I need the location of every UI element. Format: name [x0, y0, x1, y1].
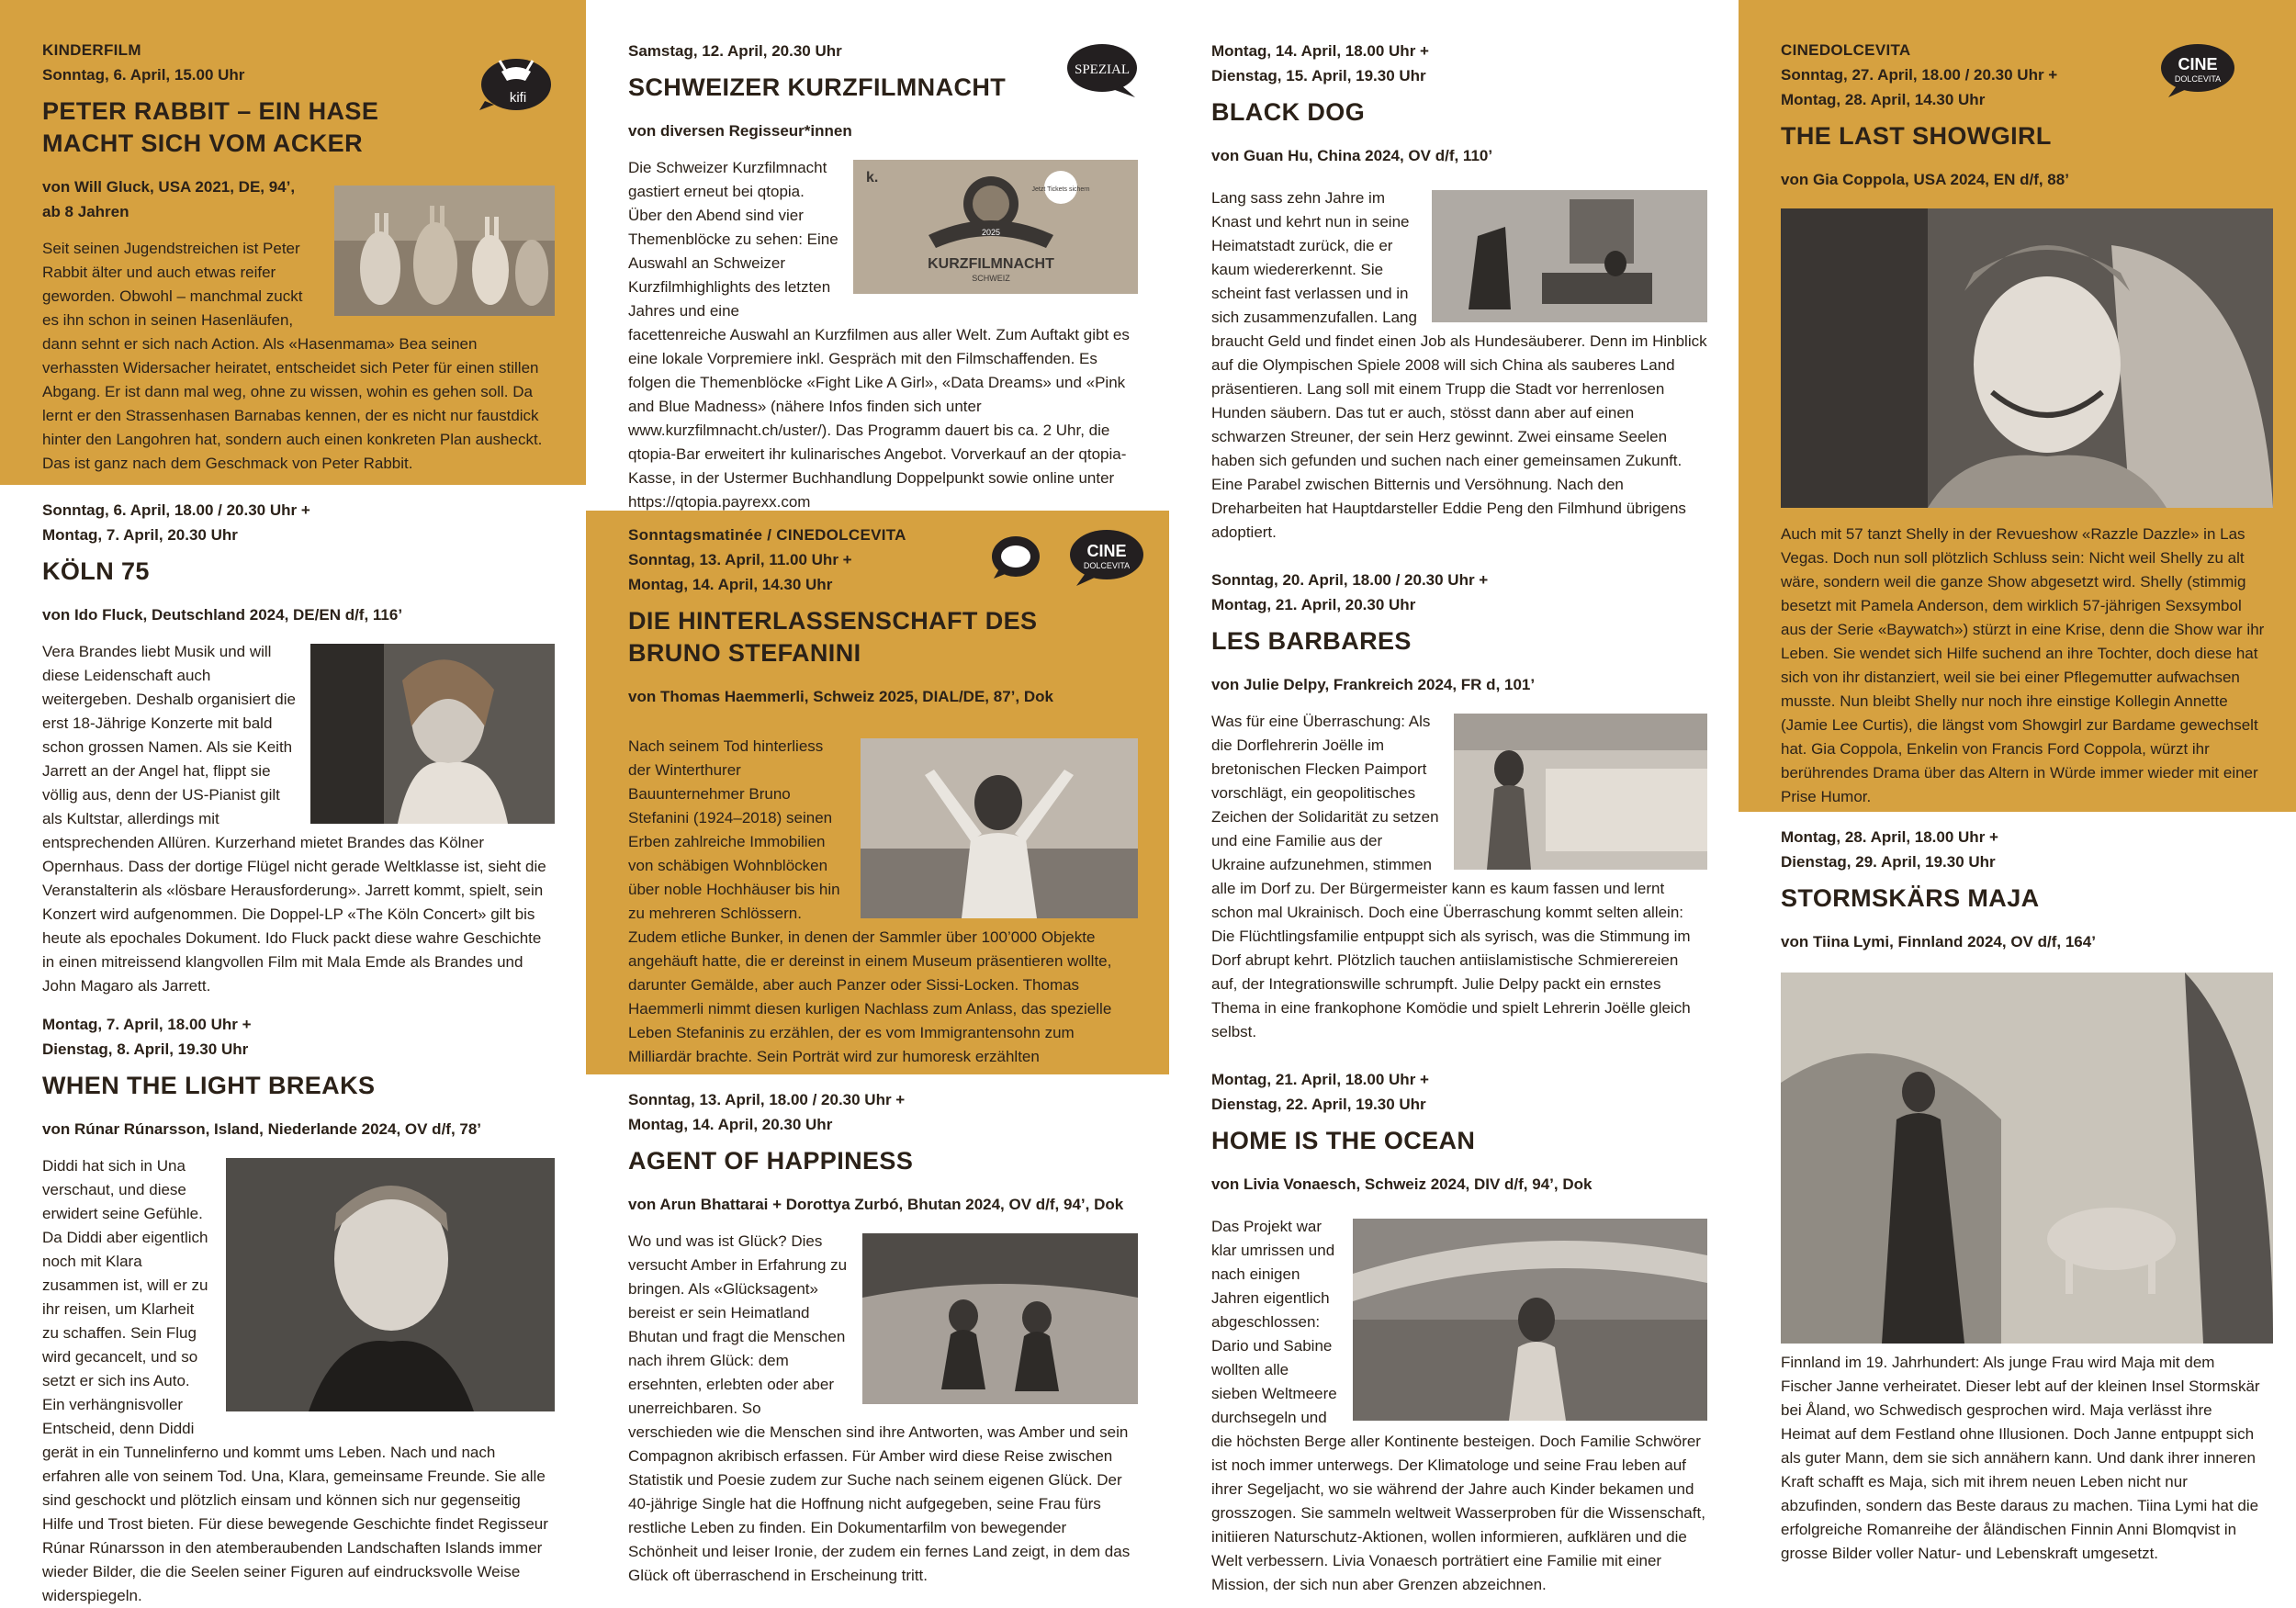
date-line: Sonntag, 13. April, 18.00 / 20.30 Uhr + [628, 1091, 906, 1108]
film-credits: von Tiina Lymi, Finnland 2024, OV d/f, 164’ [1781, 933, 2096, 950]
description-text: Was für eine Überraschung: Als die Dorflehrerin Joëlle im bretonischen Flecken Paimport vorschlägt, ein geopolitisches Zeichen der Solidarität zu setzen und eine Familie aus der Ukraine aufzunehmen, stimmen alle im Dorf zu. Der Bürgermeister kann es kaum fassen und lernt schon mal Ukrainisch. Doch eine Überraschung kommt selten allein: Die Flüchtlingsfamilie entpuppt sich als syrisch, was die Stimmung im Dorf abrupt kehrt. Plötzlich tauchen antiislamistische Schmierereien auf, der Integrationswille schrumpft. Julie Delpy packt ein ernstes Thema in eine frankophone Komödie und spielt Lehrerin Joëlle gleich selbst. [1211, 713, 1691, 1040]
date-line: Montag, 28. April, 18.00 Uhr + [1781, 828, 1998, 846]
film-still-photo [861, 738, 1138, 918]
column-4 [1739, 0, 2296, 1584]
svg-text:DOLCEVITA: DOLCEVITA [1083, 561, 1131, 570]
film-stormskaers-maja [1739, 812, 2296, 1584]
film-title: DIE HINTERLASSENSCHAFT DES BRUNO STEFANINI [628, 607, 1038, 667]
film-description [42, 237, 555, 476]
film-description [1211, 186, 1707, 545]
date-line: Montag, 14. April, 18.00 Uhr + [1211, 42, 1429, 60]
film-les-barbares [1169, 549, 1739, 1054]
svg-text:kifi: kifi [509, 90, 527, 106]
film-credits: von diversen Regisseur*innen [628, 122, 852, 140]
film-still-photo [310, 644, 555, 824]
film-description [628, 156, 1138, 514]
description-text: Das Projekt war klar umrissen und nach einigen Jahren eigentlich abgeschlossen: Dario und Sabine wollten alle sieben Weltmeere durchsegeln und die höchsten Berge aller Kontinente besteigen. Doch Familie Schwörer ist noch immer unterwegs. Der Klimatologe und seine Frau leben auf ihrer Segeljacht, wo sie während der Jahre auch Kinder bekamen und grosszogen. Sie sammeln weltweit Wasserproben für die Wissenschaft, initiieren Naturschutz-Aktionen, wollen informieren, aufklären und die Welt verbessern. Livia Vonaesch porträtiert eine Familie mit einer Mission, der sich nun aber Grenzen abzeichnen. [1211, 1218, 1705, 1593]
cinedolcevita-logo-icon [1067, 527, 1146, 588]
film-credits: von Thomas Haemmerli, Schweiz 2025, DIAL/DE, 87’, Dok [628, 688, 1053, 705]
date-line: Montag, 21. April, 20.30 Uhr [1211, 596, 1416, 613]
film-credits: von Rúnar Rúnarsson, Island, Niederlande 2024, OV d/f, 78’ [42, 1120, 482, 1138]
date-line: Sonntag, 13. April, 11.00 Uhr + [628, 551, 852, 568]
film-description: Finnland im 19. Jahrhundert: Als junge Frau wird Maja mit dem Fischer Janne verheiratet. Dieser lebt auf der kleinen Insel Stormskär bei Åland, wo Schwedisch gesprochen wird. Maja verlässt ihre Heimat auf dem Festland ohne Illusionen. Doch Janne entpuppt sich als guter Mann, dem sie sich annähern kann. Und dank ihrer inneren Kraft schafft es Maja, sich mit ihrem neuen Leben nicht nur abzufinden, sondern das Beste daraus zu machen. Tiina Lymi hat die erfolgreiche Romanreihe der åländischen Finnin Anni Blomqvist in grosse Bilder voller Natur- und Lebenskraft umgesetzt. [1781, 1354, 2260, 1562]
svg-text:k.: k. [866, 170, 879, 186]
film-still-photo [334, 186, 555, 316]
date-line: Dienstag, 29. April, 19.30 Uhr [1781, 853, 1996, 871]
date-line: Sonntag, 20. April, 18.00 / 20.30 Uhr + [1211, 571, 1489, 589]
film-still-photo [1781, 973, 2273, 1344]
category-label: KINDERFILM [42, 41, 141, 59]
film-still-photo [1781, 208, 2273, 508]
date-line: Sonntag, 27. April, 18.00 / 20.30 Uhr + [1781, 66, 2058, 84]
film-description: Auch mit 57 tanzt Shelly in der Revueshow «Razzle Dazzle» in Las Vegas. Doch nun soll plötzlich Schluss sein: Nicht weil Shelly zu alt wäre, sondern weil die ganze Show abgesetzt wird. Shelly (stimmig besetzt mit Pamela Anderson, dem wirklich 57-jährigen Sexsymbol aus der Serie «Baywatch») stürzt in eine Krise, denn die Show war ihr Leben. Sie wendet sich Hilfe suchend an ihre Tochter, doch diese hat sich von ihr distanziert, weil sie bei einer Pflegemutter aufwachsen musste. Nun bleibt Shelly nur noch ihre einstige Kollegin Annette (Jamie Lee Curtis), die längst vom Showgirl zur Bardame gewechselt hat. Gia Coppola, Enkelin von Francis Ford Coppola, würzt ihr berührendes Drama über das Altern in Würde immer wieder mit einer Prise Humor. [1781, 525, 2265, 805]
film-title: THE LAST SHOWGIRL [1781, 122, 2052, 150]
film-black-dog [1169, 0, 1739, 549]
film-credits: von Will Gluck, USA 2021, DE, 94’, ab 8 Jahren [42, 178, 296, 220]
film-description [1211, 710, 1707, 1044]
film-credits: von Arun Bhattarai + Dorottya Zurbó, Bhutan 2024, OV d/f, 94’, Dok [628, 1196, 1124, 1213]
film-title: SCHWEIZER KURZFILMNACHT [628, 73, 1007, 101]
description-text: Nach seinem Tod hinterliess der Winterthurer Bauunternehmer Bruno Stefanini (1924–2018) seinen Erben zahlreiche Immobilien von schäbigen Wohnblöcken über noble Hochhäuser bis hin zu mehreren Schlössern. Zudem etliche Bunker, in denen der Sammler über 100’000 Objekte angehäuft hatte, die er dereinst in einem Museum präsentieren wollte, darunter Gemälde, aber auch Panzer oder Sissi-Locken. Thomas Haemmerli nimmt diesen kurligen Nachlass zum Anlass, das spezielle Leben Stefaninis zu erzählen, der es vom Immigrantensohn zum Milliardär brachte. Sein Porträt wird zur humoresk erzählten [628, 737, 1112, 1065]
film-title: HOME IS THE OCEAN [1211, 1127, 1476, 1154]
spezial-logo-icon [1064, 40, 1141, 99]
svg-text:Jetzt Tickets sichern: Jetzt Tickets sichern [1031, 186, 1090, 193]
description-text: Seit seinen Jugendstreichen ist Peter Rabbit älter und auch etwas reifer geworden. Obwohl – manchmal zuckt es ihn schon in seinen Hasenläufen, dann sehnt er sich nach Action. Als «Hasenmama» Bea seinen verhassten Widersacher heiratet, entscheidet sich Peter für einen stillen Abgang. Er ist dann mal weg, ohne zu wissen, wohin es gehen soll. Da lernt er den Strassenhasen Barnabas kennen, der es nicht nur faustdick hinter den Langohren hat, sondern auch einen konkreten Plan ausheckt. Das ist ganz nach dem Geschmack von Peter Rabbit. [42, 240, 543, 472]
svg-text:CINE: CINE [1086, 542, 1127, 560]
date-line: Montag, 14. April, 20.30 Uhr [628, 1116, 833, 1133]
description-text: Vera Brandes liebt Musik und will diese Leidenschaft auch weitergeben. Deshalb organisiert die erst 18-Jährige Konzerte mit bald schon grossen Namen. Als sie Keith Jarrett an der Angel hat, flippt sie völlig aus, denn der US-Pianist gilt als Kultstar, allerdings mit entsprechenden Allüren. Kurzerhand mietet Brandes das Kölner Opernhaus. Dass der dortige Flügel nicht gerade Weltklasse ist, sieht die Veranstalterin als «lösbare Herausforderung». Jarrett kommt, spielt, sein Konzert wird aufgenommen. Die Doppel-LP «The Köln Concert» gilt bis heute als epochales Dokument. Ido Fluck packt diese wahre Geschichte in einen mitreissend klangvollen Film mit Mala Emde als Brandes und John Magaro als Jarrett. [42, 643, 546, 995]
column-1 [0, 0, 586, 1604]
category-label: CINEDOLCEVITA [1781, 41, 1911, 59]
film-agent-of-happiness [586, 1074, 1169, 1584]
film-description [42, 640, 555, 998]
film-still-photo [862, 1233, 1138, 1404]
column-3 [1169, 0, 1739, 1593]
film-peter-rabbit [0, 0, 586, 485]
film-title: WHEN THE LIGHT BREAKS [42, 1072, 376, 1099]
film-description [1211, 1215, 1707, 1597]
date-line: Montag, 21. April, 18.00 Uhr + [1211, 1071, 1429, 1088]
svg-text:DOLCEVITA: DOLCEVITA [2174, 74, 2222, 84]
film-when-the-light-breaks [0, 999, 586, 1604]
film-still-photo [1353, 1219, 1707, 1421]
description-text: Wo und was ist Glück? Dies versucht Amber in Erfahrung zu bringen. Als «Glücksagent» bereist er sein Heimatland Bhutan und fragt die Menschen nach ihrem Glück: dem ersehnten, erlebten oder aber unerreichbaren. So verschieden wie die Menschen sind ihre Antworten, was Amber und sein Compagnon akribisch erfassen. Für Amber wird diese Reise zwischen Statistik und Poesie zudem zur Suche nach seinem eigenen Glück. Der 40-jährige Single hat die Hoffnung nicht aufgegeben, seine Frau fürs restliche Leben zu finden. Ein Dokumentarfilm von bewegender Schönheit und leiser Ironie, der zudem ein fernes Land zeigt, in dem das Glück oft überraschend in Erscheinung tritt. [628, 1232, 1131, 1584]
film-title: STORMSKÄRS MAJA [1781, 884, 2040, 912]
date-line: Dienstag, 8. April, 19.30 Uhr [42, 1040, 249, 1058]
svg-text:CINE: CINE [2178, 55, 2218, 73]
description-text: Diddi hat sich in Una verschaut, und diese erwidert seine Gefühle. Da Diddi aber eigentlich noch mit Klara zusammen ist, will er zu ihr reisen, um Klarheit zu schaffen. Sein Flug wird gecancelt, und so setzt er sich ins Auto. Ein verhängnisvoller Entscheid, denn Diddi gerät in ein Tunnelinferno und kommt ums Leben. Nach und nach erfahren alle von seinem Tod. Una, Klara, gemeinsame Freunde. Sie alle sind geschockt und plötzlich einsam und können sich nur gegenseitig Hilfe und Trost bieten. Für diese bewegende Geschichte findet Regisseur Rúnar Rúnarsson in den atemberaubenden Landschaften Islands immer wieder Bilder, die die Seelen seiner Figuren auf eindrucksvolle Weise widerspiegeln. [42, 1157, 548, 1604]
column-2 [586, 0, 1169, 1584]
film-home-is-the-ocean [1169, 1054, 1739, 1593]
svg-text:SCHWEIZ: SCHWEIZ [972, 274, 1010, 283]
film-still-photo [1432, 190, 1707, 322]
film-credits: von Livia Vonaesch, Schweiz 2024, DIV d/f, 94’, Dok [1211, 1175, 1593, 1193]
film-koeln-75 [0, 485, 586, 999]
svg-text:2025: 2025 [981, 228, 1001, 237]
date-line: Montag, 28. April, 14.30 Uhr [1781, 91, 1986, 108]
film-title: LES BARBARES [1211, 627, 1412, 655]
film-credits: von Guan Hu, China 2024, OV d/f, 110’ [1211, 147, 1493, 164]
date-line: Dienstag, 15. April, 19.30 Uhr [1211, 67, 1426, 84]
kurzfilmnacht-poster [853, 160, 1138, 294]
date-line: Sonntag, 6. April, 15.00 Uhr [42, 66, 245, 84]
date-line: Samstag, 12. April, 20.30 Uhr [628, 42, 842, 60]
date-line: Sonntag, 6. April, 18.00 / 20.30 Uhr + [42, 501, 310, 519]
film-description [628, 1230, 1138, 1588]
film-title: KÖLN 75 [42, 557, 150, 585]
film-kurzfilmnacht [586, 0, 1169, 511]
film-title: BLACK DOG [1211, 98, 1366, 126]
cinedolcevita-logo-icon [2157, 40, 2238, 99]
film-still-photo [1454, 714, 1707, 870]
film-description [628, 735, 1138, 1093]
date-line: Montag, 7. April, 18.00 Uhr + [42, 1016, 252, 1033]
film-credits: von Ido Fluck, Deutschland 2024, DE/EN d/f, 116’ [42, 606, 403, 624]
description-text: Lang sass zehn Jahre im Knast und kehrt nun in seine Heimatstadt zurück, die er kaum wiedererkennt. Sie scheint fast verlassen und in sich zusammenzufallen. Lang braucht Geld und findet einen Job als Hundesäuberer. Denn im Hinblick auf die Olympischen Spiele 2008 will sich China als sauberes Land präsentieren. Lang soll mit einem Trupp die Stadt vor herrenlosen Hunden säubern. Das tut er auch, stösst dann aber auf einen schwarzen Streuner, der sein Herz gewinnt. Zwei einsame Seelen haben sich gefunden und suchen nach einer gemeinsamen Zukunft. Eine Parabel zwischen Bitternis und Versöhnung. Nach den Dreharbeiten hat Hauptdarsteller Eddie Peng den Filmhund übrigens adoptiert. [1211, 189, 1707, 541]
film-still-photo [226, 1158, 555, 1411]
film-description [42, 1154, 555, 1608]
film-credits: von Julie Delpy, Frankreich 2024, FR d, 101’ [1211, 676, 1536, 693]
date-line: Montag, 14. April, 14.30 Uhr [628, 576, 833, 593]
description-text: Die Schweizer Kurzfilmnacht gastiert erneut bei qtopia. Über den Abend sind vier Themenblöcke zu sehen: Eine Auswahl an Schweizer Kurzfilmhighlights des letzten Jahres und eine facettenreiche Auswahl an Kurzfilmen aus aller Welt. Zum Auftakt gibt es eine lokale Vorpremiere inkl. Gespräch mit den Filmschaffenden. Es folgen die Themenblöcke «Fight Like A Girl», «Data Dreams» und «Pink and Blue Madness» (nähere Infos finden sich unter www.kurzfilmnacht.ch/uster/). Das Programm dauert bis ca. 2 Uhr, die qtopia-Bar erweitert ihr kulinarisches Angebot. Vorverkauf an der qtopia-Kasse, in der Ustermer Buchhandlung Doppelpunkt sowie online unter https://qtopia.payrexx.com [628, 159, 1130, 511]
svg-text:SPEZIAL: SPEZIAL [1075, 62, 1130, 77]
date-line: Montag, 7. April, 20.30 Uhr [42, 526, 238, 544]
film-title: AGENT OF HAPPINESS [628, 1147, 914, 1175]
kifi-logo-icon [478, 53, 555, 112]
date-line: Dienstag, 22. April, 19.30 Uhr [1211, 1096, 1426, 1113]
category-label: Sonntagsmatinée / CINEDOLCEVITA [628, 526, 906, 544]
film-title: PETER RABBIT – EIN HASE MACHT SICH VOM ACKER [42, 97, 379, 157]
svg-text:KURZFILMNACHT: KURZFILMNACHT [928, 256, 1054, 272]
film-bruno-stefanini [586, 511, 1169, 1074]
film-the-last-showgirl [1739, 0, 2296, 812]
cinedolcevita-logo-icon [990, 529, 1078, 588]
film-credits: von Gia Coppola, USA 2024, EN d/f, 88’ [1781, 171, 2069, 188]
